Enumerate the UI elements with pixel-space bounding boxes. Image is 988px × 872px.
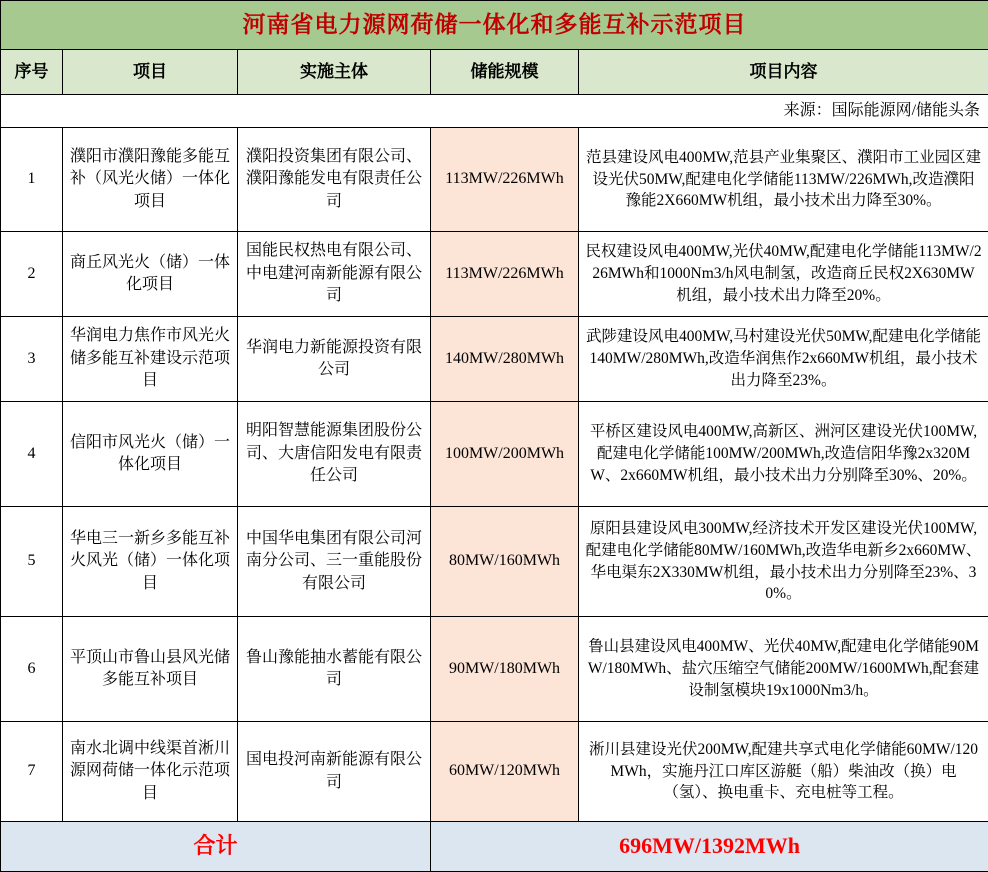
table-row — [1, 232, 988, 317]
storage-capacity: 60MW/120MWh — [431, 722, 579, 822]
project-name: 华润电力焦作市风光火储多能互补建设示范项目 — [63, 317, 238, 402]
column-header-capacity: 储能规模 — [431, 50, 579, 95]
source-note: 来源：国际能源网/储能头条 — [1, 95, 988, 128]
column-header-no: 序号 — [1, 50, 63, 95]
storage-capacity: 100MW/200MWh — [431, 402, 579, 507]
project-content: 淅川县建设光伏200MW,配建共享式电化学储能60MW/120MWh，实施丹江口库区游艇（船）柴油改（换）电（氢）、换电重卡、充电桩等工程。 — [579, 722, 988, 822]
project-name: 商丘风光火（储）一体化项目 — [63, 232, 238, 317]
row-index: 7 — [1, 722, 63, 822]
project-content: 原阳县建设风电300MW,经济技术开发区建设光伏100MW,配建电化学储能80MW/160MWh,改造华电新乡2x660MW、华电渠东2X330MW机组，最小技术出力分别降至23%、30%。 — [579, 507, 988, 617]
title-row — [1, 1, 988, 50]
column-header-owner: 实施主体 — [238, 50, 431, 95]
project-name: 平顶山市鲁山县风光储多能互补项目 — [63, 617, 238, 722]
row-index: 3 — [1, 317, 63, 402]
implementing-entity: 国电投河南新能源有限公司 — [238, 722, 431, 822]
table-row — [1, 402, 988, 507]
column-header-project: 项目 — [63, 50, 238, 95]
row-index: 6 — [1, 617, 63, 722]
project-name: 濮阳市濮阳豫能多能互补（风光火储）一体化项目 — [63, 128, 238, 232]
page-title: 河南省电力源网荷储一体化和多能互补示范项目 — [1, 1, 988, 50]
table-body — [1, 128, 988, 822]
table-row — [1, 128, 988, 232]
storage-capacity: 113MW/226MWh — [431, 128, 579, 232]
row-index: 2 — [1, 232, 63, 317]
project-content: 民权建设风电400MW,光伏40MW,配建电化学储能113MW/226MWh和1000Nm3/h风电制氢，改造商丘民权2X630MW机组，最小技术出力降至20%。 — [579, 232, 988, 317]
column-header-row — [1, 50, 988, 95]
table-row — [1, 507, 988, 617]
table-row — [1, 617, 988, 722]
implementing-entity: 国能民权热电有限公司、中电建河南新能源有限公司 — [238, 232, 431, 317]
implementing-entity: 濮阳投资集团有限公司、濮阳豫能发电有限责任公司 — [238, 128, 431, 232]
row-index: 5 — [1, 507, 63, 617]
project-content: 武陟建设风电400MW,马村建设光伏50MW,配建电化学储能140MW/280MWh,改造华润焦作2x660MW机组，最小技术出力降至23%。 — [579, 317, 988, 402]
total-row — [1, 822, 988, 872]
table-row — [1, 722, 988, 822]
storage-capacity: 113MW/226MWh — [431, 232, 579, 317]
project-content: 范县建设风电400MW,范县产业集聚区、濮阳市工业园区建设光伏50MW,配建电化学储能113MW/226MWh,改造濮阳豫能2X660MW机组，最小技术出力降至30%。 — [579, 128, 988, 232]
storage-capacity: 140MW/280MWh — [431, 317, 579, 402]
source-row — [1, 95, 988, 128]
project-content: 平桥区建设风电400MW,高新区、洲河区建设光伏100MW,配建电化学储能100MW/200MWh,改造信阳华豫2x320MW、2x660MW机组，最小技术出力分别降至30%、20%。 — [579, 402, 988, 507]
total-value: 696MW/1392MWh — [431, 822, 988, 872]
implementing-entity: 明阳智慧能源集团股份公司、大唐信阳发电有限责任公司 — [238, 402, 431, 507]
storage-capacity: 80MW/160MWh — [431, 507, 579, 617]
total-label: 合计 — [1, 822, 431, 872]
implementing-entity: 鲁山豫能抽水蓄能有限公司 — [238, 617, 431, 722]
row-index: 1 — [1, 128, 63, 232]
storage-capacity: 90MW/180MWh — [431, 617, 579, 722]
table-row — [1, 317, 988, 402]
project-name: 信阳市风光火（储）一体化项目 — [63, 402, 238, 507]
column-header-content: 项目内容 — [579, 50, 988, 95]
implementing-entity: 中国华电集团有限公司河南分公司、三一重能股份有限公司 — [238, 507, 431, 617]
implementing-entity: 华润电力新能源投资有限公司 — [238, 317, 431, 402]
project-name: 华电三一新乡多能互补火风光（储）一体化项目 — [63, 507, 238, 617]
project-name: 南水北调中线渠首淅川源网荷储一体化示范项目 — [63, 722, 238, 822]
project-content: 鲁山县建设风电400MW、光伏40MW,配建电化学储能90MW/180MWh、盐穴压缩空气储能200MW/1600MWh,配套建设制氢模块19x1000Nm3/h。 — [579, 617, 988, 722]
row-index: 4 — [1, 402, 63, 507]
